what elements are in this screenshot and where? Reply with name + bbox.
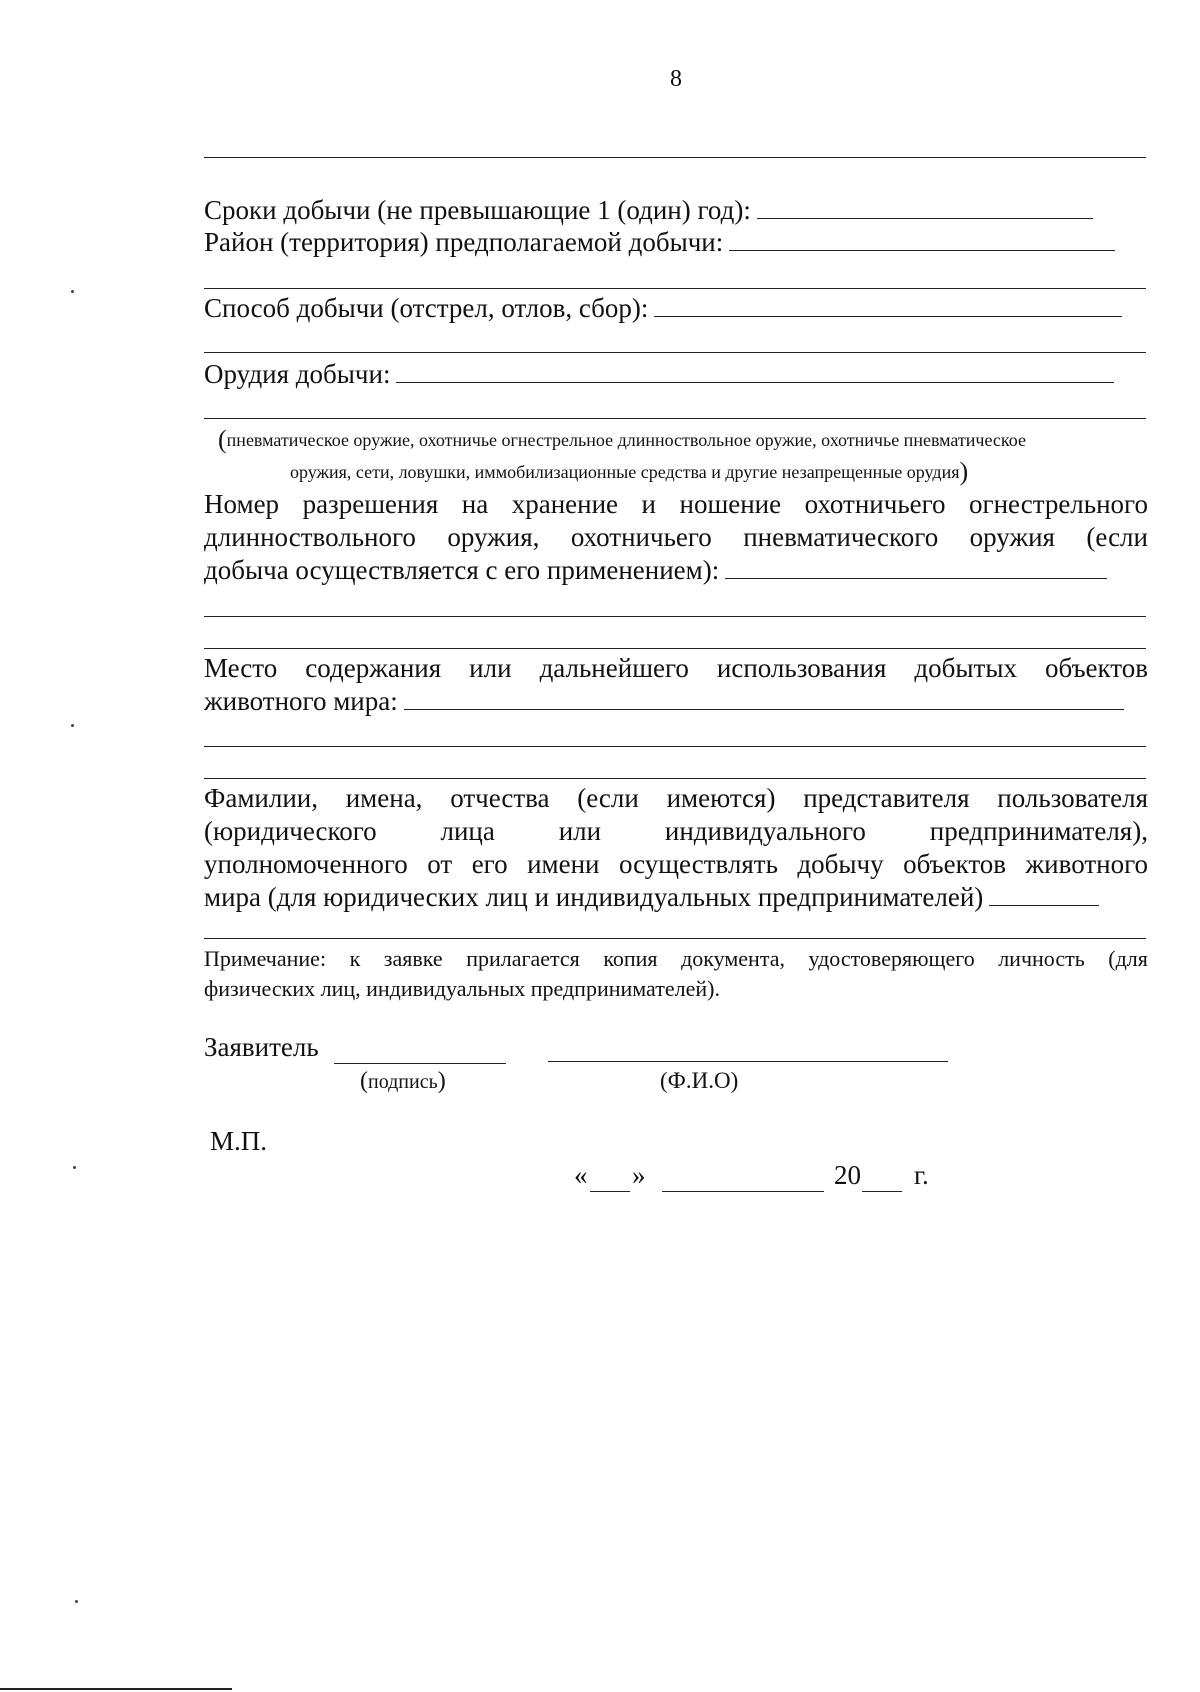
- fio-line[interactable]: [548, 1061, 948, 1062]
- place-word: добытых: [914, 653, 1017, 683]
- signature-caption: (подпись): [360, 1068, 446, 1094]
- permit-word: ношение: [679, 489, 782, 519]
- tools-hint-text1: пневматическое оружие, охотничье огнестрельное длинноствольное оружие, охотничье пневматическое: [226, 430, 1026, 450]
- date-open-quote: «: [574, 1160, 588, 1190]
- permit-word: на: [461, 489, 489, 519]
- permit-word: оружия,: [447, 522, 540, 552]
- names-word: предпринимателя),: [929, 816, 1148, 846]
- permit-label: добыча осуществляется с его применением):: [204, 555, 720, 585]
- scan-speck: [71, 290, 74, 293]
- tools-input[interactable]: [396, 381, 1114, 383]
- note-line2: физических лиц, индивидуальных предпринимателей).: [204, 976, 720, 1001]
- names-word: имени: [527, 849, 600, 879]
- signature-caption-text: подпись: [368, 1071, 438, 1093]
- permit-word: разрешения: [302, 489, 439, 519]
- note-word: (для: [1108, 946, 1148, 971]
- scan-speck: [73, 1166, 76, 1169]
- tools-hint-open: (: [218, 425, 227, 454]
- permit-extra-line1[interactable]: [204, 616, 1146, 617]
- fio-caption: (Ф.И.О): [660, 1068, 739, 1093]
- names-word: животного: [1025, 849, 1148, 879]
- permit-line1: [204, 488, 1148, 520]
- method-row: [204, 292, 1148, 324]
- place-input[interactable]: [404, 708, 1124, 710]
- place-word: содержания: [305, 653, 442, 683]
- permit-word: хранение: [511, 489, 619, 519]
- permit-word: оружия: [969, 522, 1055, 552]
- note-word: к: [349, 946, 361, 971]
- tools-row: [204, 358, 1148, 390]
- names-word: представителя: [803, 783, 970, 813]
- names-word: его: [471, 849, 508, 879]
- permit-line3: [204, 554, 1148, 586]
- names-line2: [204, 815, 1148, 847]
- place-word: использования: [716, 653, 887, 683]
- fio-caption-text: Ф.И.О: [667, 1068, 731, 1093]
- names-word: Фамилии,: [204, 783, 318, 813]
- place-word: дальнейшего: [539, 653, 689, 683]
- names-extra-line[interactable]: [204, 938, 1146, 939]
- permit-word: Номер: [204, 489, 280, 519]
- names-line4: [204, 881, 1148, 913]
- names-input[interactable]: [989, 904, 1099, 906]
- permit-word: пневматического: [743, 522, 939, 552]
- names-word: объектов: [903, 849, 1007, 879]
- page-number: 8: [670, 66, 682, 92]
- area-input[interactable]: [729, 249, 1115, 251]
- permit-word: огнестрельного: [969, 489, 1148, 519]
- scan-bottom-line: [0, 1688, 232, 1690]
- names-word: осуществлять: [618, 849, 778, 879]
- note-word: личность: [998, 946, 1085, 971]
- names-line1: [204, 782, 1148, 814]
- names-word: пользователя: [997, 783, 1148, 813]
- place-word: или: [469, 653, 512, 683]
- names-label: мира (для юридических лиц и индивидуальных предпринимателей): [204, 882, 984, 912]
- note-word: копия: [603, 946, 658, 971]
- permit-word: охотничьего: [570, 522, 712, 552]
- note-word: заявке: [383, 946, 443, 971]
- names-word: индивидуального: [664, 816, 866, 846]
- permit-word: охотничьего: [804, 489, 946, 519]
- names-word: или: [558, 816, 602, 846]
- method-input[interactable]: [654, 315, 1122, 317]
- permit-word: длинноствольного: [204, 522, 416, 552]
- method-label: Способ добычи (отстрел, отлов, сбор):: [204, 293, 649, 323]
- names-word: добычу: [797, 849, 884, 879]
- names-word: (юридического: [204, 816, 377, 846]
- permit-word: и: [641, 489, 656, 519]
- scan-speck: [71, 724, 74, 727]
- names-word: имена,: [345, 783, 423, 813]
- names-word: отчества: [450, 783, 550, 813]
- place-extra-line1[interactable]: [204, 746, 1146, 747]
- applicant-label: Заявитель: [204, 1032, 319, 1062]
- terms-row: [204, 194, 1148, 226]
- note-word: прилагается: [466, 946, 580, 971]
- names-word: уполномоченного: [204, 849, 408, 879]
- date-close-quote: »: [632, 1160, 646, 1190]
- area-extra-line[interactable]: [204, 288, 1146, 289]
- date-month-line[interactable]: [662, 1191, 824, 1192]
- note-word: удостоверяющего: [808, 946, 975, 971]
- date-year-line[interactable]: [862, 1191, 902, 1192]
- place-word: Место: [204, 653, 278, 683]
- date-day-line[interactable]: [590, 1191, 630, 1192]
- permit-word: (если: [1086, 522, 1148, 552]
- note-word: документа,: [681, 946, 785, 971]
- tools-hint-close: ): [959, 457, 969, 486]
- permit-extra-line2[interactable]: [204, 648, 1146, 649]
- method-extra-line[interactable]: [204, 352, 1146, 353]
- place-line1: [204, 652, 1148, 684]
- note-line1: [204, 944, 1148, 974]
- tools-hint-text2: оружия, сети, ловушки, иммобилизационные средства и другие незапрещенные орудия: [290, 462, 960, 482]
- terms-label: Сроки добычи (не превышающие 1 (один) год):: [204, 195, 751, 225]
- date-year-suffix: г.: [914, 1160, 929, 1190]
- scan-speck: [75, 1600, 78, 1603]
- date-year-prefix: 20: [834, 1160, 861, 1190]
- top-rule: [204, 157, 1146, 158]
- place-extra-line2[interactable]: [204, 778, 1146, 779]
- area-row: [204, 226, 1148, 258]
- tools-extra-line[interactable]: [204, 418, 1146, 419]
- note-word: Примечание:: [204, 946, 327, 971]
- tools-hint-line2: [290, 457, 969, 486]
- tools-label: Орудия добычи:: [204, 359, 391, 389]
- terms-input[interactable]: [757, 217, 1093, 219]
- stamp-label: М.П.: [210, 1126, 268, 1156]
- names-word: от: [427, 849, 453, 879]
- place-line2: [204, 685, 1148, 717]
- tools-hint-line1: [218, 425, 1026, 454]
- place-label: животного мира:: [204, 686, 398, 716]
- area-label: Район (территория) предполагаемой добычи:: [204, 227, 724, 257]
- permit-input[interactable]: [725, 577, 1107, 579]
- permit-line2: [204, 521, 1148, 553]
- place-word: объектов: [1045, 653, 1148, 683]
- signature-line[interactable]: [334, 1063, 506, 1064]
- names-word: лица: [440, 816, 495, 846]
- names-word: (если: [577, 783, 639, 813]
- names-word: имеются): [666, 783, 776, 813]
- names-line3: [204, 848, 1148, 880]
